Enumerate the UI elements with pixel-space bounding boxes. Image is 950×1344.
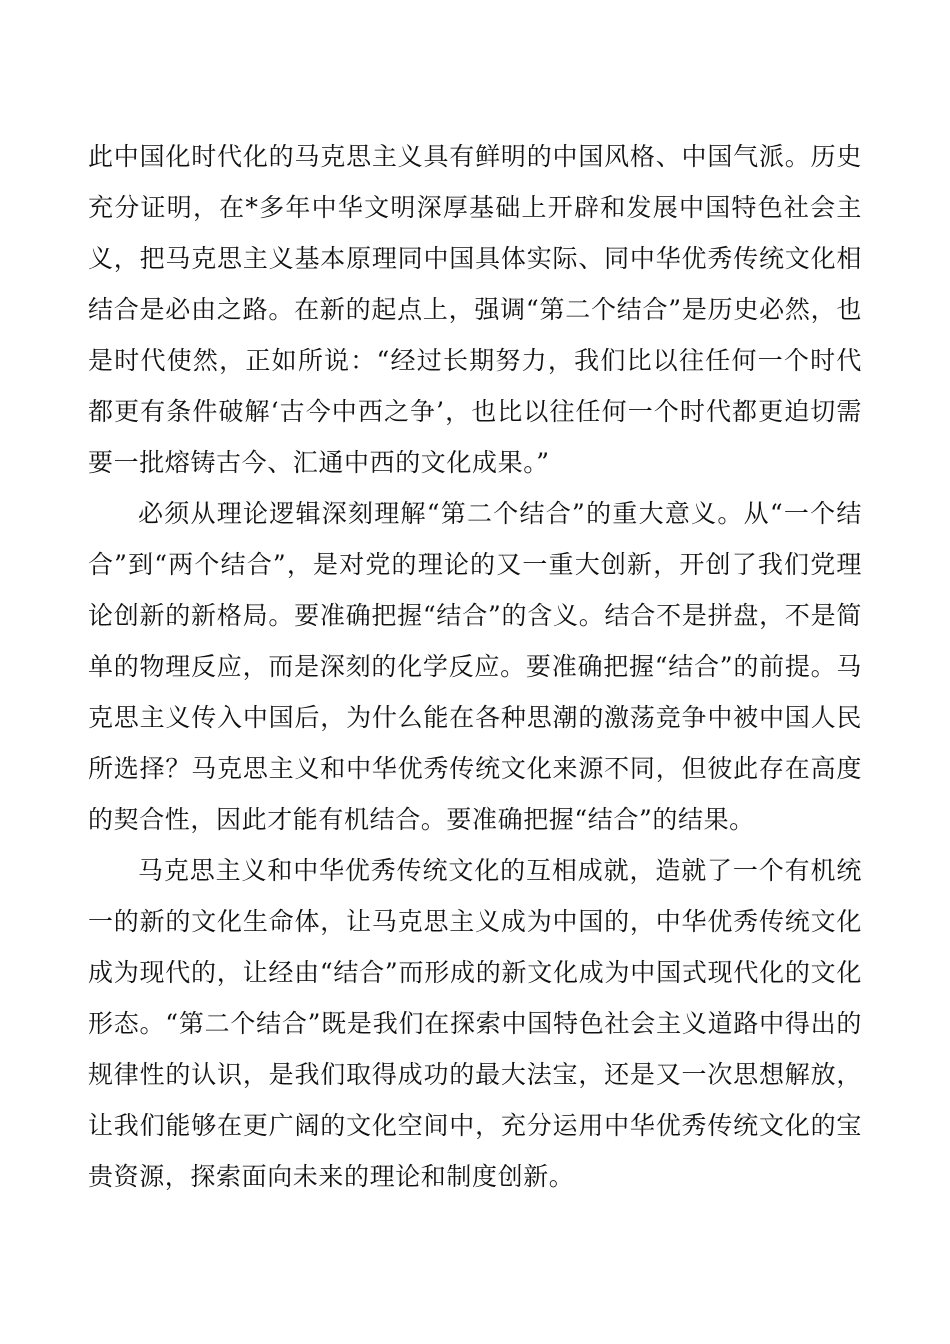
document-body bbox=[88, 131, 862, 1202]
paragraph-continuation: 此中国化时代化的马克思主义具有鲜明的中国风格、中国气派。历史充分证明，在*多年中华文明深厚基础上开辟和发展中国特色社会主义，把马克思主义基本原理同中国具体实际、同中华优秀传统文化相结合是必由之路。在新的起点上，强调“第二个结合”是历史必然，也是时代使然，正如所说：“经过长期努力，我们比以往任何一个时代都更有条件破解‘古今中西之争’，也比以往任何一个时代都更迫切需要一批熔铸古今、汇通中西的文化成果。” bbox=[88, 142, 862, 477]
paragraph-theoretical-logic: 必须从理论逻辑深刻理解“第二个结合”的重大意义。从“一个结合”到“两个结合”，是对党的理论的又一重大创新，开创了我们党理论创新的新格局。要准确把握“结合”的含义。结合不是拼盘，不是简单的物理反应，而是深刻的化学反应。要准确把握“结合”的前提。马克思主义传入中国后，为什么能在各种思潮的激荡竞争中被中国人民所选择？马克思主义和中华优秀传统文化来源不同，但彼此存在高度的契合性，因此才能有机结合。要准确把握“结合”的结果。 bbox=[88, 499, 862, 834]
paragraph-mutual-achievement: 马克思主义和中华优秀传统文化的互相成就，造就了一个有机统一的新的文化生命体，让马克思主义成为中国的，中华优秀传统文化成为现代的，让经由“结合”而形成的新文化成为中国式现代化的文化形态。“第二个结合”既是我们在探索中国特色社会主义道路中得出的规律性的认识，是我们取得成功的最大法宝，还是又一次思想解放，让我们能够在更广阔的文化空间中，充分运用中华优秀传统文化的宝贵资源，探索面向未来的理论和制度创新。 bbox=[88, 856, 862, 1191]
